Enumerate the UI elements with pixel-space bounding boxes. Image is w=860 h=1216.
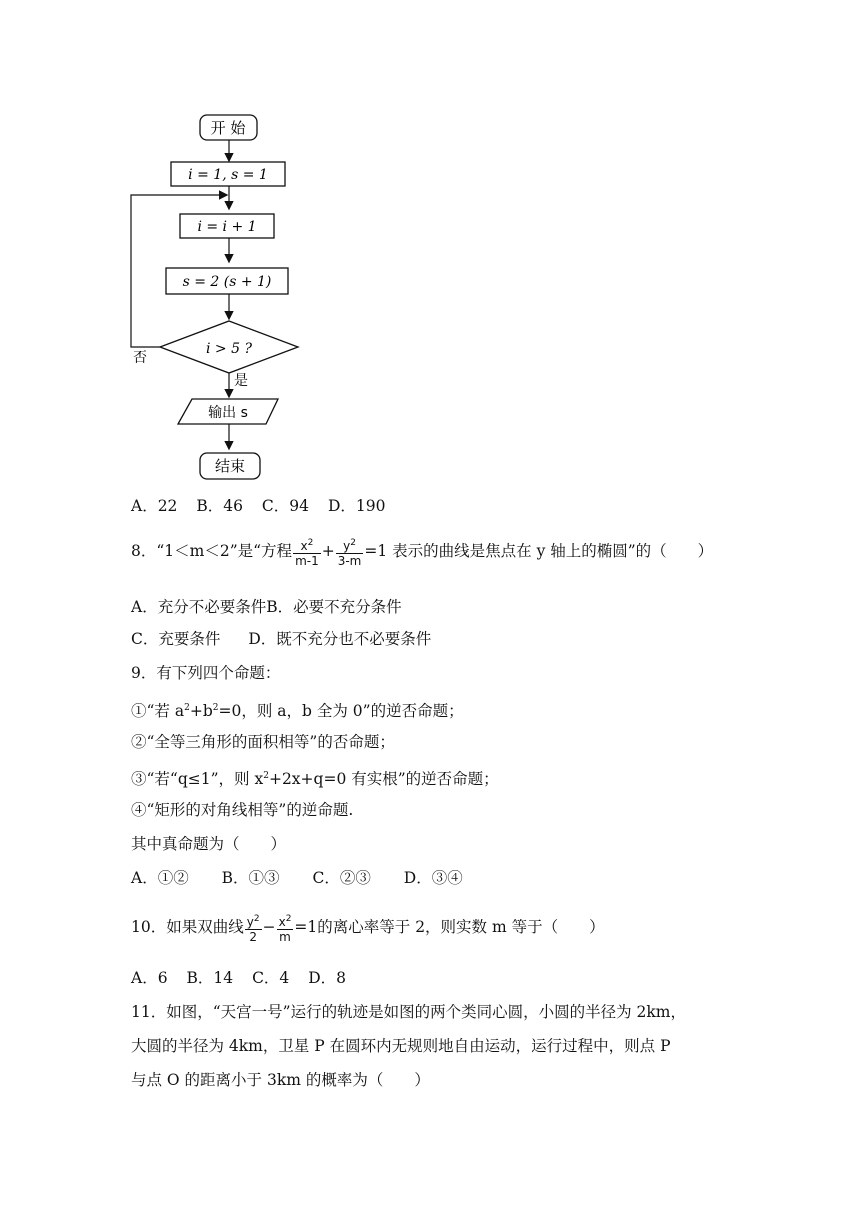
option-text: A．22	[131, 497, 178, 515]
q9-stem: 9．有下列四个命题：	[131, 664, 281, 682]
q9-prop-3: ③“若“q≤1”，则 $x^2+2x+q=0$ 有实根”的逆否命题；	[131, 770, 499, 789]
q11-line-2: 大圆的半径为 4km，卫星 P 在圆环内无规则地自由运动，运行过程中，则点 P	[131, 1037, 671, 1055]
option-text: D．190	[327, 497, 386, 515]
flow-start-text: 开 始	[210, 119, 246, 137]
q8-stem-pre: 8．“1＜m＜2”是“方程	[131, 542, 293, 560]
flow-decision-text: i > 5 ?	[206, 341, 252, 357]
q9-prop-4: ④“矩形的对角线相等”的逆命题.	[131, 801, 354, 819]
q10-options	[131, 968, 346, 988]
fraction: $\frac{x^2}{m-1}$	[295, 538, 319, 568]
option-text: A．6	[131, 969, 168, 987]
flow-init-text: i = 1, s = 1	[188, 167, 268, 183]
flow-output-text: 输出 s	[208, 405, 248, 421]
q9-ask: 其中真命题为（ ）	[131, 835, 287, 853]
option-text: C．4	[252, 969, 290, 987]
option-text: B．14	[186, 969, 234, 987]
flow-no-label: 否	[133, 350, 147, 366]
q8-options-2	[131, 629, 431, 649]
flow-step1-text: i = i + 1	[197, 219, 257, 235]
option-text: C．充要条件	[131, 630, 221, 648]
option-text: C．94	[261, 497, 310, 515]
q8-stem-post: =1 表示的曲线是焦点在 y 轴上的椭圆”的（ ）	[364, 542, 714, 560]
option-text: D．既不充分也不必要条件	[248, 630, 432, 648]
option-text: B．①③	[221, 869, 280, 887]
fraction: $\frac{y^2}{2}$	[246, 914, 260, 944]
flow-loop-line	[131, 195, 226, 347]
flowchart	[120, 108, 320, 488]
option-text: D．8	[308, 969, 347, 987]
q11-line-3: 与点 O 的距离小于 3km 的概率为（ ）	[131, 1071, 430, 1089]
fraction: $\frac{y^2}{3-m}$	[337, 538, 362, 568]
flow-yes-label: 是	[234, 373, 248, 389]
q8-options-1	[131, 597, 402, 617]
option-text: A．①②	[131, 869, 189, 887]
q10-stem: 10．如果双曲线 $\frac{y^2}{2}$ − $\frac{x^2}{m}$ =1的离心率等于 2，则实数 m 等于（ ）	[131, 914, 605, 944]
q9-prop-2: ②“全等三角形的面积相等”的否命题；	[131, 733, 395, 751]
q8-stem: 8．“1＜m＜2”是“方程 $\frac{x^2}{m-1}$ + $\frac{y^2}{3-m}$ =1 表示的曲线是焦点在 y 轴上的椭圆”的（ ）	[131, 538, 714, 568]
q11-line-1: 11．如图，“天宫一号”运行的轨迹是如图的两个类同心圆，小圆的半径为 2km，	[131, 1003, 686, 1021]
option-text: D．③④	[403, 869, 463, 887]
option-text: C．②③	[312, 869, 371, 887]
flow-end-text: 结束	[214, 457, 246, 475]
fraction: $\frac{x^2}{m}$	[278, 914, 292, 944]
flow-step2-text: s = 2 (s + 1)	[182, 274, 272, 290]
q7-options	[131, 496, 385, 516]
option-text: B．必要不充分条件	[266, 598, 402, 616]
option-text: A．充分不必要条件	[131, 598, 267, 616]
option-text: B．46	[196, 497, 243, 515]
q9-prop-1: ①“若 $a^2+b^2=0$，则 a，b 全为 0”的逆否命题；	[131, 702, 464, 721]
q9-options	[131, 868, 463, 888]
